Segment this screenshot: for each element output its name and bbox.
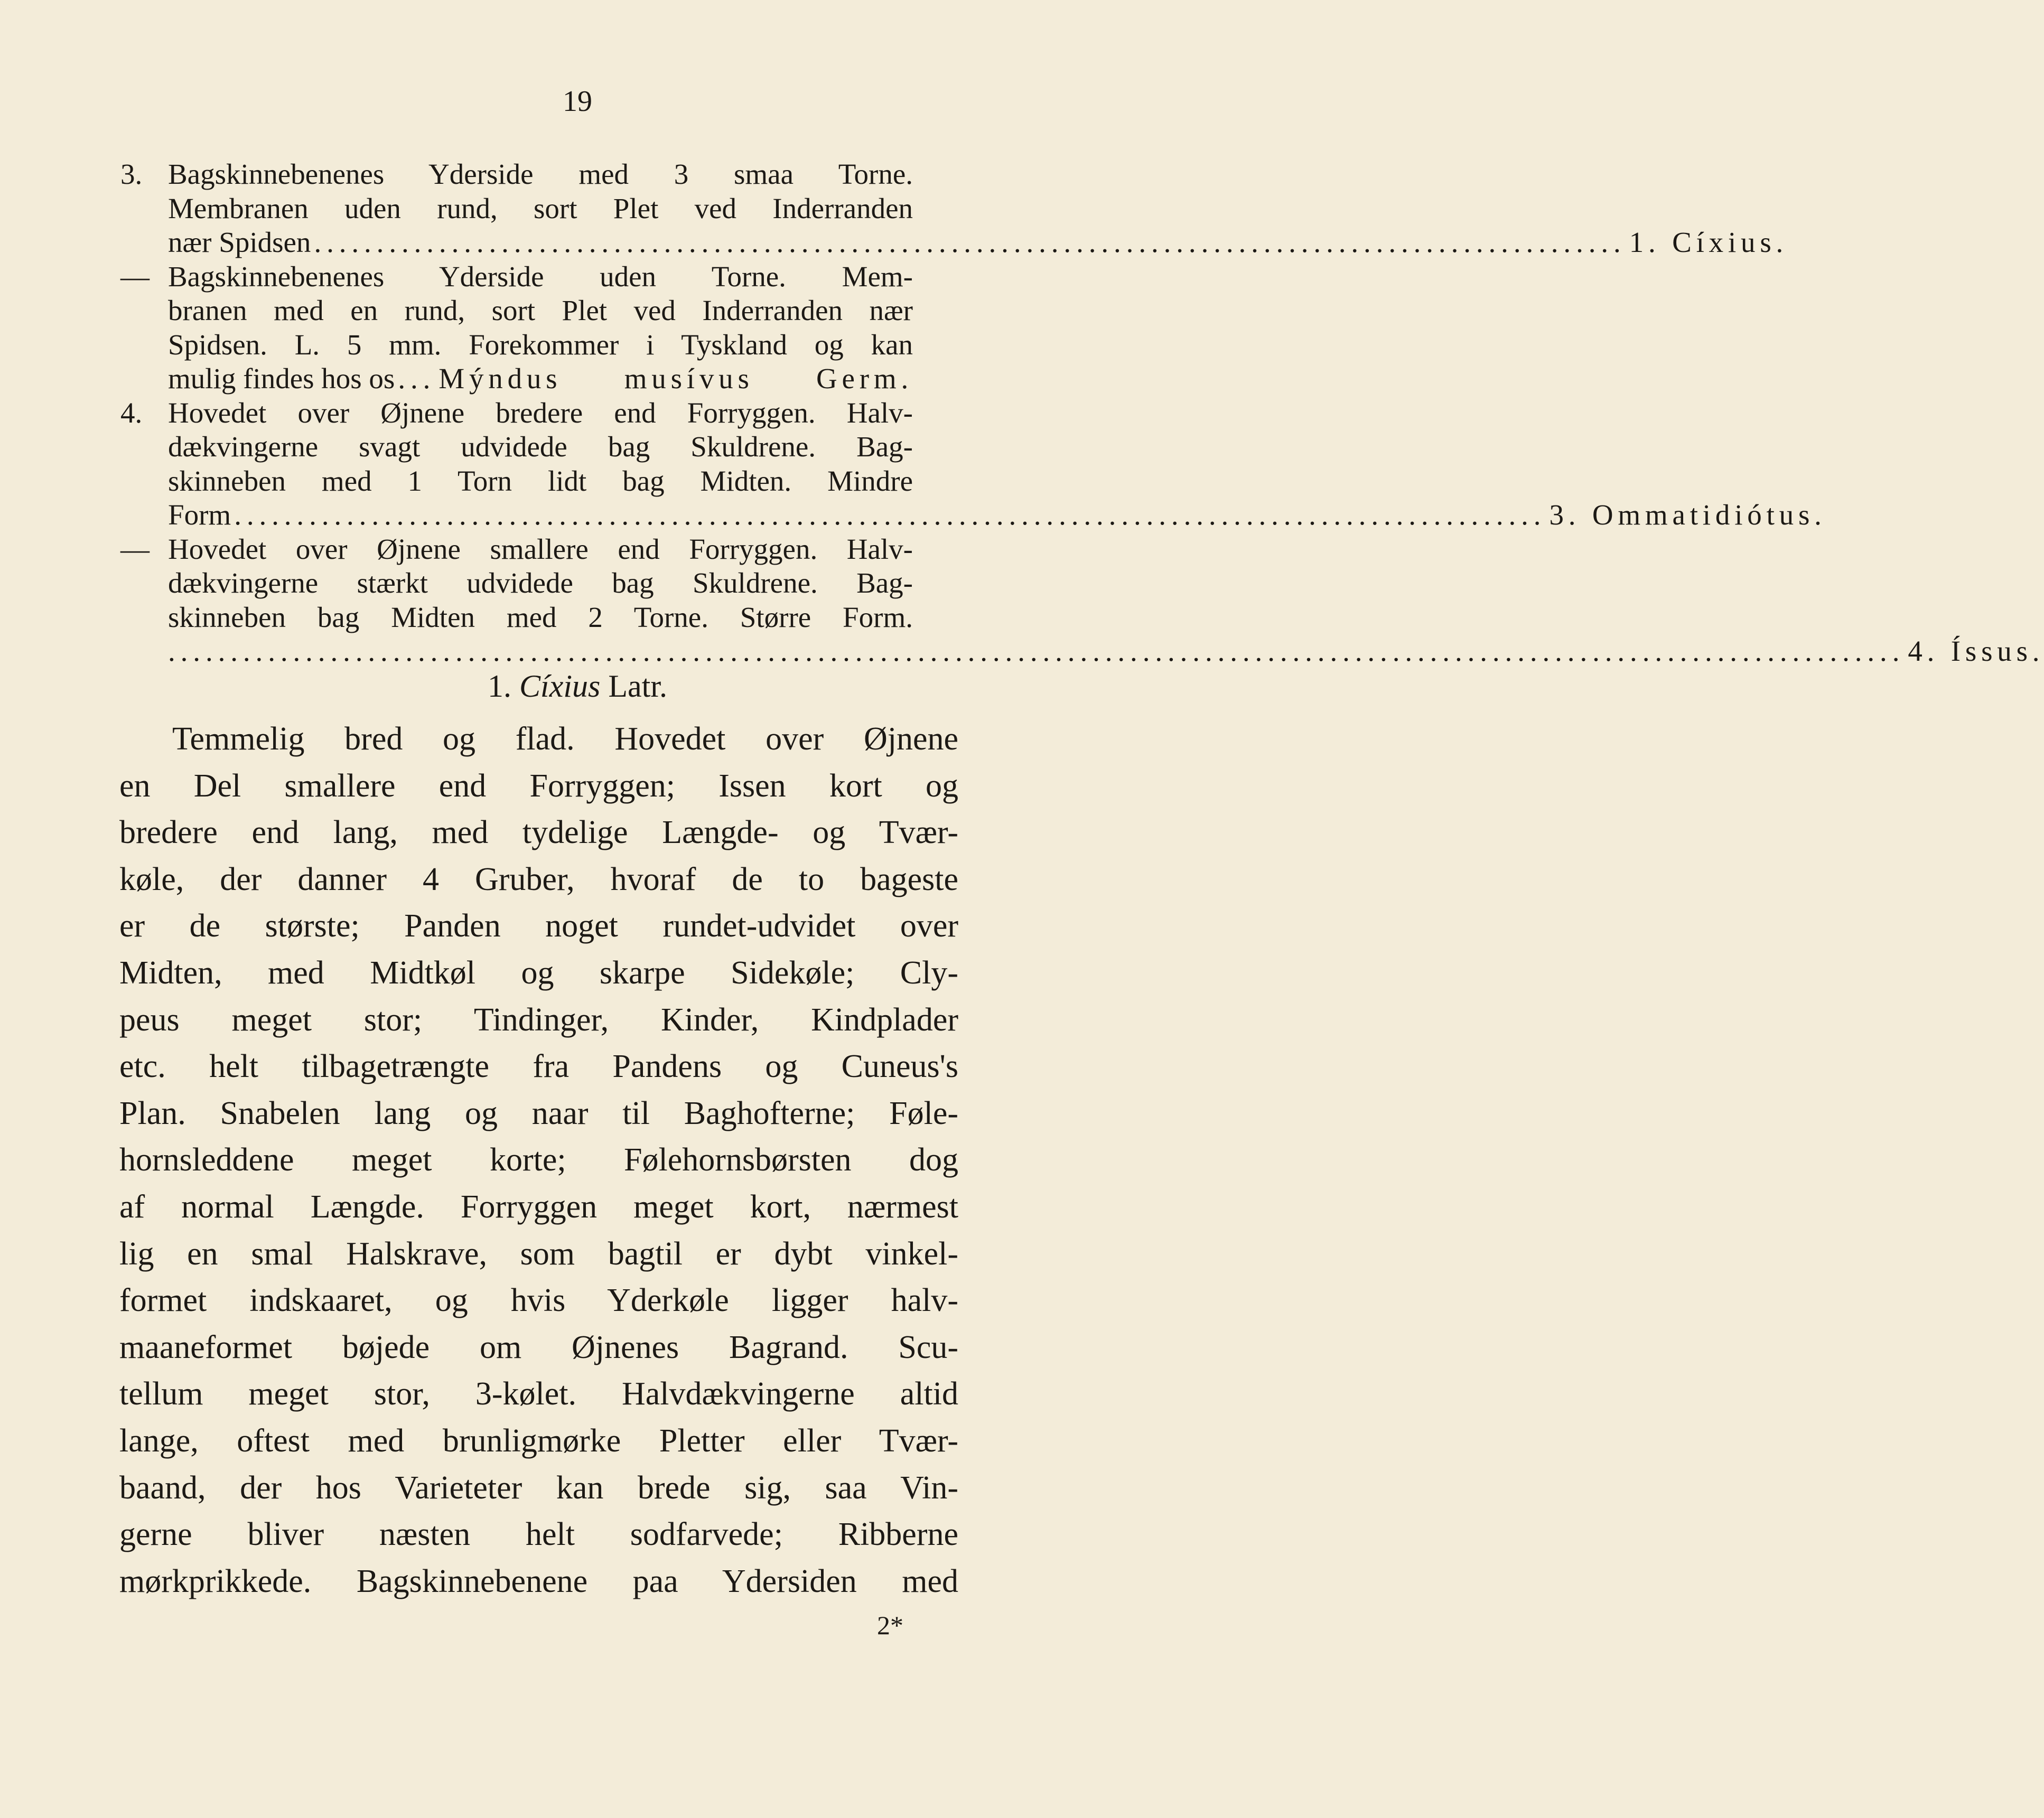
key-leader-line bbox=[168, 226, 1788, 260]
key-entry-4-alternative bbox=[120, 532, 2044, 669]
signature-mark: 2* bbox=[877, 1610, 903, 1640]
key-line: Hovedet over Øjnene smallere end Forryggen. Halv- bbox=[168, 532, 913, 565]
key-line: skinneben med 1 Torn lidt bag Midten. Mindre bbox=[168, 464, 913, 497]
body-line: peus meget stor; Tindinger, Kinder, Kindplader bbox=[119, 1001, 958, 1038]
genus-author: Latr. bbox=[608, 669, 667, 704]
body-line: køle, der danner 4 Gruber, hvoraf de to bageste bbox=[119, 861, 958, 897]
key-target-genus: 4. Íssus. bbox=[1908, 635, 2044, 667]
key-line: Spidsen. L. 5 mm. Forekommer i Tyskland og kan bbox=[168, 328, 913, 361]
key-line-lead: Form bbox=[168, 499, 231, 531]
key-line: dækvingerne svagt udvidede bag Skuldrene. Bag- bbox=[168, 430, 913, 463]
key-line: dækvingerne stærkt udvidede bag Skuldrene. Bag- bbox=[168, 567, 913, 599]
body-line: hornsleddene meget korte; Følehornsbørsten dog bbox=[119, 1142, 958, 1178]
entry-dash: — bbox=[120, 260, 150, 293]
key-leader-line bbox=[168, 634, 2044, 669]
entry-number: 4. bbox=[120, 396, 143, 429]
body-line: bredere end lang, med tydelige Længde- og Tvær- bbox=[119, 814, 958, 851]
body-line: er de største; Panden noget rundet-udvidet over bbox=[119, 908, 958, 944]
key-line: skinneben bag Midten med 2 Torne. Større Form. bbox=[168, 601, 913, 633]
page-number: 19 bbox=[563, 85, 592, 118]
key-target-genus: 3. Ommatidiótus. bbox=[1549, 499, 1826, 531]
key-line-lead: mulig findes hos os bbox=[168, 362, 395, 395]
key-line: Bagskinnebenenes Yderside med 3 smaa Torne. bbox=[168, 158, 913, 190]
key-line: Bagskinnebenenes Yderside uden Torne. Mem- bbox=[168, 260, 913, 293]
dot-leader: ......................................................................................................... bbox=[314, 226, 1626, 258]
key-entry-3-alternative bbox=[120, 260, 913, 396]
body-line: lig en smal Halskrave, som bagtil er dybt vinkel- bbox=[119, 1235, 958, 1272]
entry-dash: — bbox=[120, 532, 150, 565]
key-line: Hovedet over Øjnene bredere end Forryggen. Halv- bbox=[168, 396, 913, 429]
body-line: Midten, med Midtkøl og skarpe Sidekøle; Cly- bbox=[119, 954, 958, 991]
body-line: af normal Længde. Forryggen meget kort, nærmest bbox=[119, 1188, 958, 1225]
body-line: gerne bliver næsten helt sodfarvede; Ribberne bbox=[119, 1516, 958, 1553]
body-line: mørkprikkede. Bagskinnebenene paa Ydersiden med bbox=[119, 1563, 958, 1599]
key-leader-line bbox=[168, 498, 1826, 532]
key-line: Membranen uden rund, sort Plet ved Inderranden bbox=[168, 192, 913, 224]
dot-leader: ........................................................................................................................................... bbox=[168, 635, 1905, 667]
body-line: lange, oftest med brunligmørke Pletter eller Tvær- bbox=[119, 1422, 958, 1459]
body-line: tellum meget stor, 3-kølet. Halvdækvingerne altid bbox=[119, 1376, 958, 1412]
body-line: Temmelig bred og flad. Hovedet over Øjnene bbox=[172, 721, 958, 757]
genus-number: 1. bbox=[488, 669, 512, 704]
body-line: formet indskaaret, og hvis Yderkøle ligger halv- bbox=[119, 1282, 958, 1319]
dot-leader: ... bbox=[398, 362, 436, 395]
key-target-genus: 1. Cíxius. bbox=[1629, 226, 1788, 258]
entry-number: 3. bbox=[120, 158, 143, 190]
key-entry-3 bbox=[120, 157, 1788, 260]
genus-name: Cíxius bbox=[519, 669, 601, 704]
identification-key bbox=[120, 157, 2044, 669]
key-target-species: Mýndus musívus Germ. bbox=[438, 362, 913, 395]
genus-description bbox=[119, 716, 958, 1605]
key-line: branen med en rund, sort Plet ved Inderranden nær bbox=[168, 294, 913, 326]
key-leader-line bbox=[168, 362, 913, 396]
body-line: etc. helt tilbagetrængte fra Pandens og Cuneus's bbox=[119, 1048, 958, 1085]
key-entry-4 bbox=[120, 396, 1826, 532]
body-line: maaneformet bøjede om Øjnenes Bagrand. Scu- bbox=[119, 1329, 958, 1365]
body-line: en Del smallere end Forryggen; Issen kort og bbox=[119, 767, 958, 804]
body-line: baand, der hos Varieteter kan brede sig, saa Vin- bbox=[119, 1469, 958, 1506]
dot-leader: ......................................................................................................... bbox=[234, 499, 1546, 531]
key-line-lead: nær Spidsen bbox=[168, 226, 311, 258]
genus-heading bbox=[0, 668, 1155, 705]
body-line: Plan. Snabelen lang og naar til Baghofterne; Føle- bbox=[119, 1095, 958, 1131]
